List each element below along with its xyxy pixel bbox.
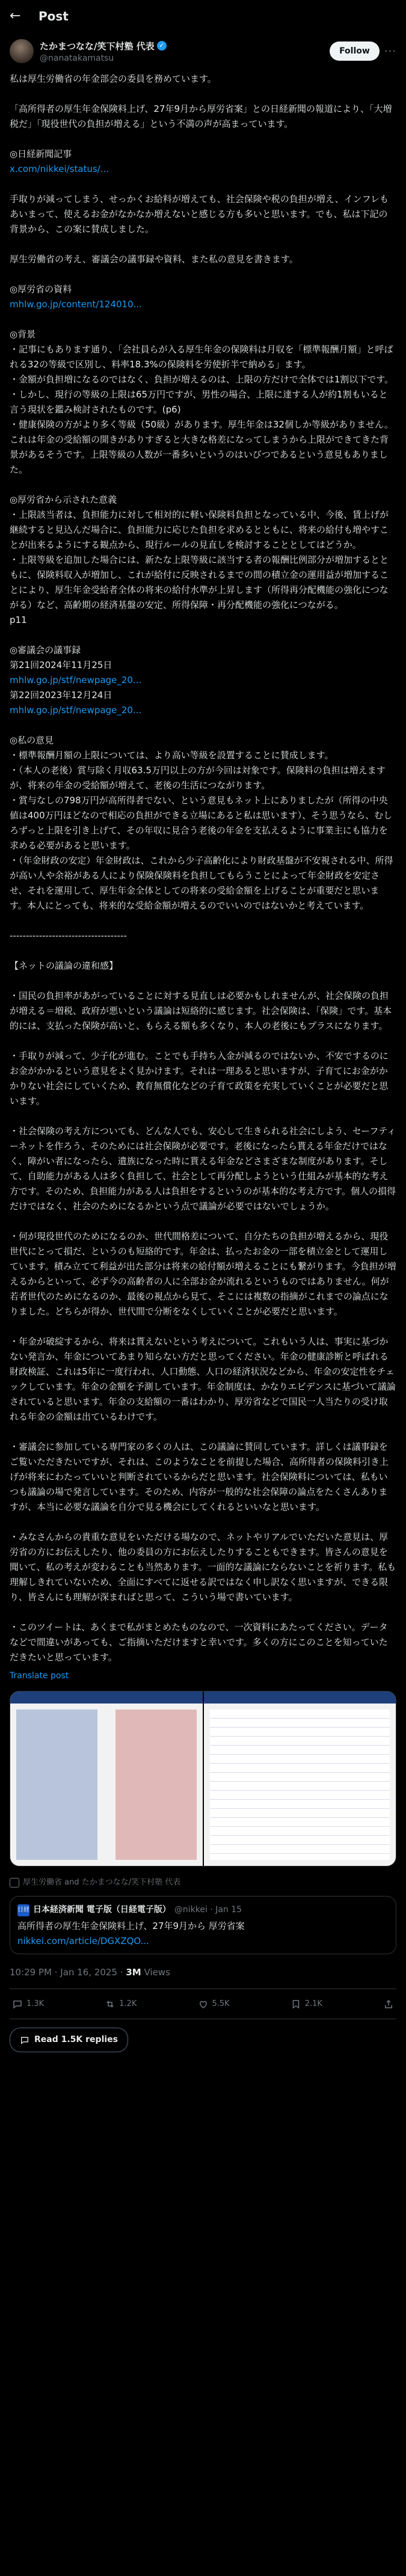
heart-icon: [198, 1999, 209, 2010]
like-button[interactable]: [198, 1996, 230, 2011]
image-chart-area: [16, 1710, 197, 1860]
like-count: 5.5K: [212, 1999, 230, 2008]
repost-icon: [105, 1999, 115, 2010]
post-paragraph: ◎日経新聞記事: [10, 149, 72, 159]
reply-button[interactable]: [12, 1996, 44, 2011]
image-header-band: [204, 1691, 396, 1704]
follow-button[interactable]: Follow: [330, 41, 380, 61]
ellipsis-icon[interactable]: ···: [384, 44, 396, 58]
mhlw-link[interactable]: mhlw.go.jp/content/124010...: [10, 299, 142, 310]
read-replies-label: Read 1.5K replies: [34, 2035, 118, 2044]
author-handle[interactable]: @nanatakamatsu: [40, 53, 114, 63]
image-header-band: [10, 1691, 203, 1704]
views-label: Views: [144, 1967, 170, 1978]
post-paragraph: 【ネットの議論の違和感】: [10, 960, 118, 971]
quoted-post-handle: @nikkei · Jan 15: [174, 1905, 242, 1915]
reply-icon: [20, 2035, 29, 2045]
council-21-link[interactable]: mhlw.go.jp/stf/newpage_20...: [10, 675, 142, 685]
media-byline-text: 厚生労働省 and たかまつなな/笑下村塾 代表: [23, 1878, 181, 1887]
post-paragraph: ・審議会に参加している専門家の多くの人は、この議論に賛同しています。詳しくは議事録をご覧いただきたいですが、それは、このようなことを前提した場合、高所得者の保険料引き上げが将来にわたっていいと判断されているからだと思います。社会保険料については、私もいつも議論の場で発言しています。そのため、内容が一般的な社会保障の論点をたくさんありますが、本当に必要な議論を自分で見る機会にしてくれるといいなと思います。: [10, 1441, 389, 1512]
post-body: [0, 63, 406, 2052]
post-paragraph: ◎審議会の議事録 第21回2024年11月25日: [10, 645, 112, 670]
media-byline[interactable]: [10, 1875, 396, 1890]
repost-count: 1.2K: [119, 1999, 137, 2008]
post-paragraph: ◎背景 ・記事にもあります通り、「会社員らが入る厚生年金の保険料は月収を「標準報酬月額」と呼ばれる32の等級で区別し、料率18.3%の保険料を労使折半で納める」ます。 ・金額が負担増になるのではなく、負担が増えるのは、上限の方だけで全体では1割以下です。 ・しかし、現行の等級の上限は65万円ですが、男性の場合、上限に達する人が約1割もいると言う現状を鑑み検討されたものです。(p6) ・健康保険の方がより多く等級（50級）があります。厚生年金は32個しか等級がありません。これは年金の受給額の開きがありすぎると大きな格差になってしまうから上限ができてきた背景があるそうです。上限等級の人数が一番多いというのはいびつであるという意見もありました。: [10, 329, 394, 475]
top-bar: [0, 0, 406, 32]
quoted-post-link[interactable]: nikkei.com/article/DGXZQO...: [17, 1936, 149, 1946]
post-paragraph: ◎厚労省の資料: [10, 284, 72, 295]
post-paragraph: 厚生労働省の考え、審議会の議事録や資料、また私の意見を書きます。: [10, 254, 298, 265]
avatar[interactable]: [10, 39, 34, 63]
bookmark-count: 2.1K: [304, 1999, 322, 2008]
translate-post-link[interactable]: Translate post: [10, 1671, 69, 1681]
media-grid: [10, 1691, 396, 1866]
post-paragraph: ◎私の意見 ・標準報酬月額の上限については、より高い等級を設置することに賛成します。 ・（本人の老後）賞与除く月収63.5万円以上の方が今回は対象です。保険料の負担は増えますが、将来の年金の受給額が増えて、老後の生活につながります。 ・賞与なしの798万円が高所得者でない、という意見もネット上にありましたが（所得の中央値は400万円ほどなので相応の負担ができる立場にあると私は思います）、そう思うなら、むしろずっと上限を引き上げて、その年収に見合う老後の年金を支払えるように事業主にも協力を求める必要があると思います。 ・（年金財政の安定）年金財政は、これから少子高齢化により財政基盤が不安視される中、所得が高い人や余裕がある人により保険保険料を負担してもらうことによって年金財政を安定させ、それを運用して、厚生年金全体としての将来の受給金額を上げることが重要だと思います。本人にとっても、将来的な受給金額が増えるのでいいのではないかと考えています。: [10, 735, 393, 911]
bookmark-button[interactable]: [291, 1996, 322, 2011]
post-paragraph: ・このツイートは、あくまで私がまとめたものなので、一次資料にあたってください。データなどで間違いがあっても、ご指摘いただけますと幸いです。多くの方にこのことを知っていただきたいと思っています。: [10, 1622, 388, 1663]
nikkei-link[interactable]: x.com/nikkei/status/...: [10, 164, 109, 174]
repost-button[interactable]: [105, 1996, 137, 2011]
post-timestamp[interactable]: 10:29 PM · Jan 16, 2025: [10, 1967, 117, 1978]
post-paragraph: ・社会保険の考え方についても、どんな人でも、安心して生きられる社会にしよう、セーフティーネットを作ろう、そのためには社会保険が必要です。老後になったら貰える年金だけではなく、障がい者になったら、遺族になった時に貰える年金などさまざまな制度があります。そして、自助能力がある人は多く負担して、社会として再分配しようという仕組みが基本的な考え方です。そのため、負担能力がある人は負担をするというのが基本的な考え方です。個人の損得だけではなく、社会のためになるかという点で議論が必要ではないでしょうか。: [10, 1126, 396, 1212]
quoted-post-text: 高所得者の厚生年金保険料上げ、27年9月から 厚労省案: [17, 1921, 245, 1931]
post-paragraph: ・みなさんからの貴重な意見をいただける場なので、ネットやリアルでいただいた意見は、厚労省の方にお伝えしたり、他の委員の方にお伝えしたりすることもできます。皆さんの意見を聞いて、私の考えが変わることも当然あります。一面的な議論にならないことを祈ります。私も理解しきれていないため、全面にすべてに返せる訳ではなく申し訳なく思いますが、できる限り、皆さんにも理解が深まればと思って、こういう場で書いています。: [10, 1532, 396, 1602]
author-name-row: [40, 40, 330, 52]
media-image-chart[interactable]: [10, 1691, 203, 1866]
author-row: [0, 32, 406, 63]
post-paragraph: ・何が現役世代のためになるのか、世代間格差について、自分たちの負担が増えるから、現役世代にとって損だ、というのも短絡的です。年金は、払ったお金の一部を積立金として運用しています。積み立てて利益が出た部分は将来の給付額が増えることにも繋がります。今負担が増えるからといって、必ず今の高齢者の人に全部お金が流れるというものではありません。何が若者世代のためになるのか、最後の視点から見て、そこには複数の指摘がこれまでの論点になりました。どちらが得か、世代間で分断をなくしていくことが必要だと思います。: [10, 1231, 396, 1317]
verified-badge-icon: ✓: [157, 41, 167, 51]
quoted-post[interactable]: [10, 1896, 396, 1954]
reply-count: 1.3K: [26, 1999, 45, 2008]
media-image-table[interactable]: [204, 1691, 396, 1866]
post-paragraph: 私は厚生労働省の年金部会の委員を務めています。: [10, 73, 217, 84]
share-icon: [383, 1999, 394, 2010]
post-paragraph: ・手取りが減って、少子化が進む。ことでも手持ち入金が減るのではないか、不安でするのにお金がかかるという意見をよく見かけます。それは一理あると思いますが、子育てにお金がかかりない社会にしていくため、教育無償化などの子育て政策を充実していくことが必要だと思います。: [10, 1050, 389, 1106]
post-paragraph: ・年金が破綻するから、将来は貰えないという考えについて。これもいう人は、事実に基づかない発言か、年金についてあまり知らない方だと思ってください。年金の健康診断と呼ばれる財政検証、これは5年に一度行われ、人口動態、人口の経済状況などから、年金の安定性をチェックしています。年金の金額を予測しています。年金制度は、かなりエビデンスに基づいて議論されていると思います。年金の支給額の一番はわかり、厚労省などで国民一人当たりの受け取れる年金の金額は出ているわけです。: [10, 1336, 396, 1422]
author-name[interactable]: たかまつなな/笑下村塾 代表: [40, 40, 155, 52]
post-paragraph: 「高所得者の厚生年金保険料上げ、27年9月から厚労省案」との日経新聞の報道により、「大増税だ」「現役世代の負担が増える」という不満の声が高まっています。: [10, 103, 392, 129]
views-count: 3M: [126, 1967, 141, 1978]
arrow-left-icon[interactable]: ←: [10, 8, 21, 23]
council-22-link[interactable]: mhlw.go.jp/stf/newpage_20...: [10, 705, 142, 716]
post-paragraph: 手取りが減ってしまう、せっかくお給料が増えても、社会保険や税の負担が増え、インフレもあいまって、使えるお金がなかなか増えないと感じる方も多いと思います。でも、私は下記の背景から、この案に賛成しました。: [10, 194, 389, 235]
reply-icon: [12, 1999, 23, 2010]
image-table-area: [210, 1710, 390, 1860]
action-bar: [10, 1989, 396, 2019]
quoted-post-header: [17, 1903, 389, 1918]
post-paragraph: 第22回2023年12月24日: [10, 690, 112, 701]
divider-text: ‐‐‐‐‐‐‐‐‐‐‐‐‐‐‐‐‐‐‐‐‐‐‐‐‐‐‐‐‐‐‐‐‐‐‐‐: [10, 930, 127, 941]
page-title: Post: [38, 8, 69, 23]
post-meta: 10:29 PM · Jan 16, 2025 · 3M Views: [10, 1963, 396, 1989]
post-paragraph: ◎厚労省から示された意義 ・上限該当者は、負担能力に対して相対的に軽い保険料負担となっている中、今後、賃上げが継続すると見込んだ場合に、負担能力に応じた負担を求めるとともに、将来の給付も増やすことが出来るようにする観点から、現行ルールの見直しを検討することとしてはどうか。 ・上限等級を追加した場合には、新たな上限等級に該当する者の報酬比例部分が増加するとともに、保険料収入が増加し、これが給付に反映されるまでの間の積立金の運用益が増加することにより、厚生年金受給者全体の将来の給付水準が上昇します（所得再分配機能の強化につながる）など、高齢期の経済基盤の安定、所得保障・再分配機能の強化につながる。 p11: [10, 494, 389, 625]
post-paragraph: ・国民の負担率があがっていることに対する見直しは必要かもしれませんが、社会保険の負担が増える＝増税、政府が悪いという議論は短絡的に感じます。社会保険は、「保険」です。基本的には、支払った保険が高いと、もらえる額も多くなり、本人の老後にもプラスになります。: [10, 990, 392, 1031]
person-tag-icon: [10, 1878, 19, 1888]
read-replies-button[interactable]: [10, 2028, 128, 2052]
bookmark-icon: [291, 1999, 301, 2010]
nikkei-logo-icon: 日経: [17, 1904, 29, 1916]
share-button[interactable]: [383, 1996, 394, 2011]
author-info: [40, 40, 330, 63]
quoted-post-author: 日本経済新聞 電子版（日経電子版）: [33, 1905, 171, 1915]
